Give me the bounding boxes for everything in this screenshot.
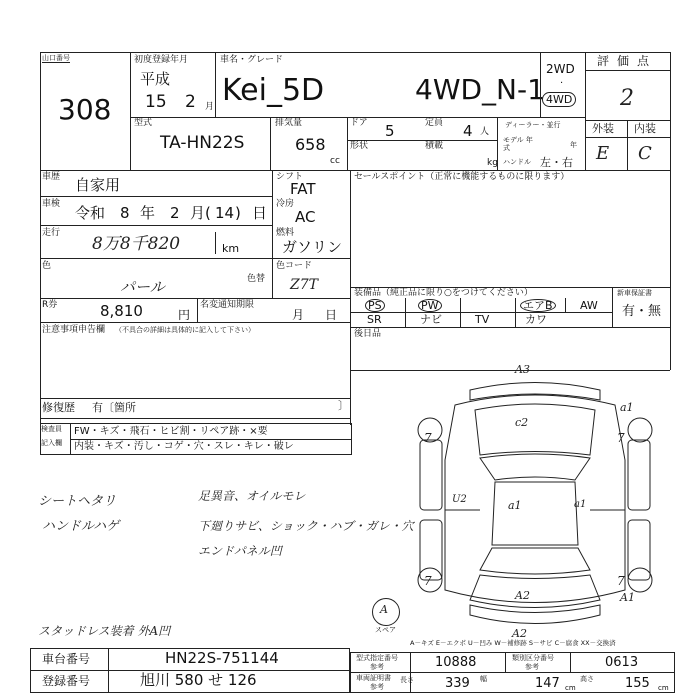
- model-cert-number: 10888: [435, 655, 477, 670]
- hand-note-4: 下廻りサビ、ショック・ハブ・ガレ・穴: [198, 519, 414, 533]
- load-label: 積載: [425, 141, 444, 151]
- spare-label: スペア: [375, 626, 396, 634]
- shift-value: FAT: [290, 180, 316, 198]
- ac-value: AC: [295, 208, 316, 226]
- interior-label: 内装: [634, 122, 656, 135]
- reg-month-unit: 月: [205, 102, 215, 112]
- hand-note-6: スタッドレス装着 外A凹: [38, 624, 171, 638]
- mark-c2: c2: [515, 416, 529, 429]
- inspector-label-1: 検査員: [41, 425, 62, 433]
- inspection-day-open: (: [205, 204, 211, 222]
- mileage-change-label: 名変通知期限: [200, 300, 255, 310]
- hand-note-1: シートヘタリ: [38, 494, 117, 509]
- mark-tire-rl: 7: [424, 574, 432, 588]
- dealer-label: ディーラー・並行: [505, 121, 561, 129]
- ac-label: 冷房: [276, 199, 295, 209]
- mark-a1-top: a1: [620, 401, 634, 414]
- era: 平成: [140, 70, 171, 88]
- class-ref: 参考: [525, 663, 539, 671]
- equip-navi: ナビ: [420, 313, 442, 326]
- displacement-label: 排気量: [275, 118, 303, 128]
- yen-unit: 円: [178, 308, 191, 322]
- equip-pw: PW: [418, 299, 442, 312]
- fuel-label: 燃料: [276, 228, 295, 238]
- color-no-label: 色替: [247, 274, 266, 284]
- caution-label: 注意事項申告欄: [42, 325, 106, 335]
- height-value: 155: [625, 676, 650, 691]
- class-label: 類別区分番号: [512, 654, 554, 662]
- caution-sub: （不具合の詳細は具体的に記入して下さい）: [115, 326, 255, 334]
- mark-a1-side: a1: [574, 499, 587, 510]
- later-items-label: 後日品: [354, 329, 382, 339]
- car-grade-label: 車名・グレード: [220, 55, 284, 65]
- color-code: Z7T: [290, 277, 318, 293]
- width-cm: cm: [565, 684, 576, 692]
- capacity: 4: [463, 122, 473, 140]
- class-number: 0613: [605, 655, 639, 670]
- mark-a1-roof: a1: [508, 499, 522, 512]
- height-label: 高さ: [580, 675, 594, 683]
- warranty-label: 新車保証書: [617, 289, 652, 297]
- damage-legend: A－キズ E－エクボ U－凹み W－補修跡 S－サビ C－腐食 XX－交換済: [410, 639, 616, 647]
- capacity-label: 定員: [425, 118, 444, 128]
- person-unit: 人: [480, 127, 490, 137]
- inspector-row-1: FW・キズ・飛石・ヒビ割・リペア跡・×要: [74, 426, 268, 437]
- spare-mark: A: [380, 603, 388, 616]
- door-label: ドア: [350, 118, 368, 128]
- height-cm: cm: [658, 684, 669, 692]
- mileage-value: 8万8千820: [92, 234, 181, 254]
- interior-grade: C: [638, 143, 652, 164]
- rating-value: 2: [620, 86, 634, 111]
- km-unit: km: [222, 242, 240, 255]
- inspection-month-unit: 月: [190, 204, 206, 222]
- mark-a2-rear: A2: [515, 589, 530, 602]
- width-value: 147: [535, 676, 560, 691]
- rating-label: 評価点: [597, 54, 658, 68]
- inspection-era: 令和: [75, 204, 106, 222]
- displacement: 658: [295, 135, 326, 154]
- recycle-label: R券: [42, 300, 58, 310]
- mark-a1-rear: A1: [620, 591, 635, 604]
- mark-a2-bumper: A2: [512, 627, 527, 640]
- equip-airbag: エアB: [520, 299, 556, 312]
- reg-year: 15: [145, 92, 167, 112]
- model-cert-label: 型式指定番号: [356, 654, 398, 662]
- recycle-fee: 8,810: [100, 302, 143, 320]
- vehicle-cert-label: 車両証明書: [356, 674, 391, 682]
- mark-tire-rr: 7: [617, 574, 625, 588]
- exterior-label: 外装: [592, 122, 614, 135]
- length-value: 339: [445, 676, 470, 691]
- model-year-label: モデル 年式: [503, 136, 533, 152]
- model-code: TA-HN22S: [160, 133, 245, 153]
- kg-unit: kg: [487, 158, 498, 168]
- history-label: 車歴: [42, 172, 61, 182]
- repair-end: 〕: [338, 399, 349, 412]
- mark-tire-fr: 7: [617, 431, 625, 445]
- mark-a3: A3: [515, 363, 530, 376]
- history-value: 自家用: [75, 176, 121, 194]
- color-value: パール: [120, 278, 165, 296]
- equip-aw: AW: [580, 299, 598, 312]
- equip-leather: カワ: [525, 313, 547, 326]
- lot-number: 308: [58, 93, 112, 126]
- fuel-value: ガソリン: [282, 238, 343, 256]
- equip-ps: PS: [365, 299, 385, 312]
- inspection-year-unit: 年: [140, 204, 156, 222]
- inspection-month: 2: [170, 204, 180, 222]
- inspection-day: 14: [215, 204, 235, 222]
- mark-u2: U2: [452, 494, 467, 505]
- inspection-year: 8: [120, 204, 130, 222]
- deadline-month: 月: [292, 308, 305, 322]
- doors: 5: [385, 122, 395, 140]
- warranty-value: 有・無: [622, 304, 662, 319]
- shape-label: 形状: [350, 141, 369, 151]
- length-label: 長さ: [400, 676, 414, 684]
- shift-label: シフト: [276, 172, 304, 182]
- model-cert-ref: 参考: [370, 663, 384, 671]
- hand-note-5: エンドパネル凹: [198, 544, 282, 558]
- handle-label: ハンドル: [503, 158, 531, 166]
- drive-4wd-circled: 4WD: [542, 92, 576, 107]
- chassis-number: HN22S-751144: [165, 649, 279, 667]
- equipment-label: 装備品（純正品に限り○をつけてください）: [354, 288, 533, 298]
- drive-dot: ·: [560, 78, 564, 89]
- width-label: 幅: [480, 675, 487, 683]
- registration-number: 旭川 580 せ 126: [140, 671, 257, 689]
- hand-note-2: ハンドルハゲ: [42, 519, 120, 534]
- drive-2wd: 2WD: [546, 62, 575, 76]
- hand-note-3: 足異音、オイルモレ: [198, 489, 306, 503]
- inspection-day-close: ): [235, 204, 241, 222]
- registration-label: 登録番号: [42, 674, 91, 688]
- handle-value: 左・右: [540, 156, 573, 169]
- color-code-label: 色コード: [276, 261, 313, 271]
- mileage-label: 走行: [42, 228, 61, 238]
- exterior-grade: E: [596, 143, 610, 164]
- first-reg-label: 初度登録年月: [134, 55, 189, 65]
- repair-text: 有〔箇所: [92, 401, 136, 414]
- equip-tv: TV: [475, 313, 490, 326]
- mark-tire-fl: 7: [424, 431, 432, 445]
- color-label: 色: [42, 261, 52, 271]
- corner-label: 山口番号: [42, 54, 70, 62]
- deadline-day: 日: [325, 308, 338, 322]
- chassis-label: 車台番号: [42, 652, 91, 666]
- sales-points-label: セールスポイント（正常に機能するものに限ります）: [354, 172, 570, 182]
- inspection-label: 車検: [42, 199, 61, 209]
- car-grade: 4WD_N-1: [415, 73, 545, 106]
- cc-unit: cc: [330, 156, 340, 166]
- repair-label: 修復歴: [42, 401, 75, 414]
- vehicle-cert-ref: 参考: [370, 683, 384, 691]
- inspector-label-2: 記入欄: [41, 439, 62, 447]
- reg-month: 2: [185, 92, 196, 112]
- car-name: Kei_5D: [222, 73, 325, 108]
- inspector-row-2: 内装・キズ・汚し・コゲ・穴・スレ・キレ・破レ: [74, 441, 294, 452]
- model-label: 型式: [134, 118, 153, 128]
- year-unit: 年: [570, 141, 577, 149]
- inspection-day-unit: 日: [252, 204, 268, 222]
- equip-sr: SR: [367, 313, 382, 326]
